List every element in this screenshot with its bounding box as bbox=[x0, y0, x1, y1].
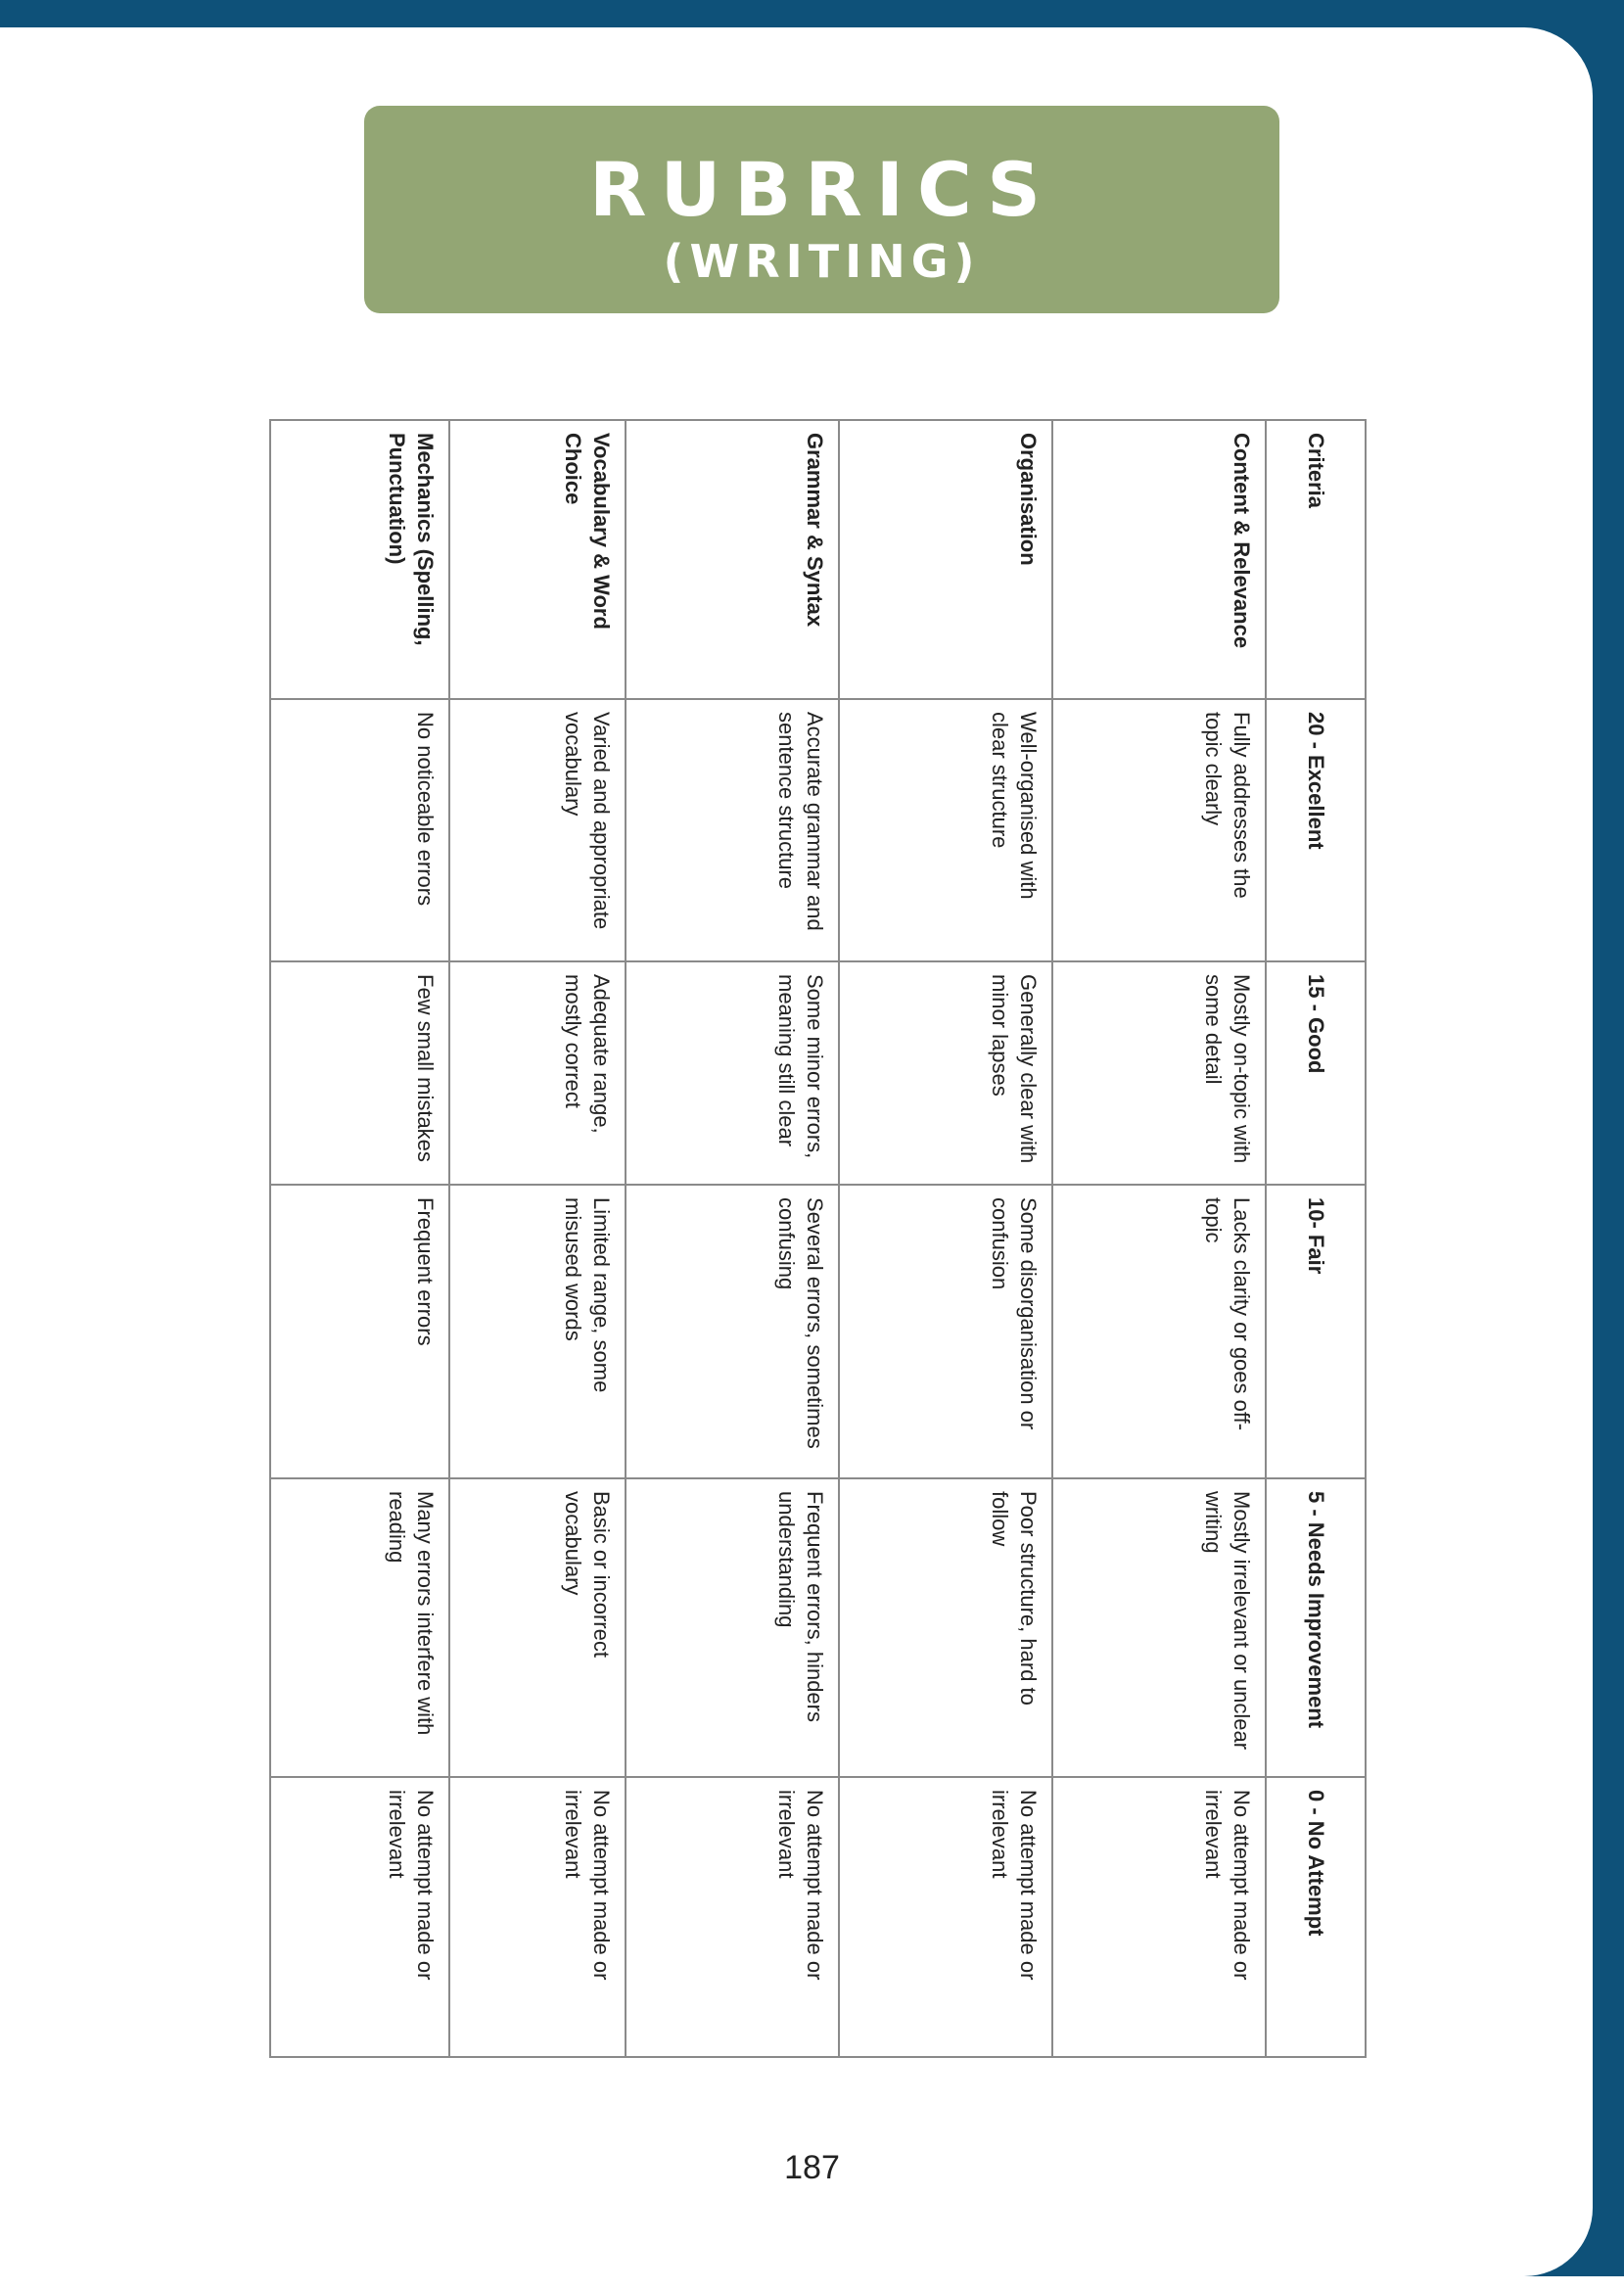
table-cell: Frequent errors bbox=[270, 1185, 449, 1478]
frame-bottom-margin bbox=[0, 2276, 1624, 2291]
table-cell: Basic or incorrect vocabulary bbox=[449, 1478, 626, 1777]
table-cell: Limited range, some misused words bbox=[449, 1185, 626, 1478]
table-cell: Adequate range, mostly correct bbox=[449, 961, 626, 1185]
header-needs-improvement: 5 - Needs Improvement bbox=[1266, 1478, 1366, 1777]
header-no-attempt: 0 - No Attempt bbox=[1266, 1777, 1366, 2057]
criteria-cell: Vocabulary & Word Choice bbox=[449, 420, 626, 699]
table-cell: Mostly irrelevant or unclear writing bbox=[1052, 1478, 1266, 1777]
table-cell: Several errors, sometimes confusing bbox=[626, 1185, 839, 1478]
table-cell: Frequent errors, hinders understanding bbox=[626, 1478, 839, 1777]
table-cell: No attempt made or irrelevant bbox=[1052, 1777, 1266, 2057]
page-number: 187 bbox=[784, 2149, 840, 2186]
table-cell: No attempt made or irrelevant bbox=[626, 1777, 839, 2057]
table-cell: Fully addresses the topic clearly bbox=[1052, 699, 1266, 961]
criteria-cell: Content & Relevance bbox=[1052, 420, 1266, 699]
table-cell: Few small mistakes bbox=[270, 961, 449, 1185]
header-criteria: Criteria bbox=[1266, 420, 1366, 699]
table-row bbox=[1052, 420, 1266, 2057]
criteria-cell: Grammar & Syntax bbox=[626, 420, 839, 699]
page-title: RUBRICS bbox=[589, 146, 1054, 233]
table-cell: Some minor errors, meaning still clear bbox=[626, 961, 839, 1185]
table-row bbox=[270, 420, 449, 2057]
table-cell: Varied and appropriate vocabulary bbox=[449, 699, 626, 961]
table-cell: Many errors interfere with reading bbox=[270, 1478, 449, 1777]
table-cell: No attempt made or irrelevant bbox=[270, 1777, 449, 2057]
table-cell: No attempt made or irrelevant bbox=[449, 1777, 626, 2057]
table-cell: Well-organised with clear structure bbox=[839, 699, 1052, 961]
table-cell: Mostly on-topic with some detail bbox=[1052, 961, 1266, 1185]
table-row bbox=[626, 420, 839, 2057]
criteria-cell: Mechanics (Spelling, Punctuation) bbox=[270, 420, 449, 699]
table-cell: Lacks clarity or goes off-topic bbox=[1052, 1185, 1266, 1478]
header-excellent: 20 - Excellent bbox=[1266, 699, 1366, 961]
header-good: 15 - Good bbox=[1266, 961, 1366, 1185]
table-cell: No noticeable errors bbox=[270, 699, 449, 961]
criteria-cell: Organisation bbox=[839, 420, 1052, 699]
table-header-row bbox=[1266, 420, 1366, 2057]
table-cell: Poor structure, hard to follow bbox=[839, 1478, 1052, 1777]
page-subtitle: (WRITING) bbox=[663, 235, 981, 288]
table-row bbox=[449, 420, 626, 2057]
title-banner bbox=[364, 106, 1279, 313]
rubric-table-container bbox=[273, 419, 1367, 2056]
table-cell: Some disorganisation or confusion bbox=[839, 1185, 1052, 1478]
rubric-table bbox=[269, 419, 1367, 2058]
table-cell: Generally clear with minor lapses bbox=[839, 961, 1052, 1185]
table-cell: No attempt made or irrelevant bbox=[839, 1777, 1052, 2057]
table-row bbox=[839, 420, 1052, 2057]
table-cell: Accurate grammar and sentence structure bbox=[626, 699, 839, 961]
header-fair: 10- Fair bbox=[1266, 1185, 1366, 1478]
